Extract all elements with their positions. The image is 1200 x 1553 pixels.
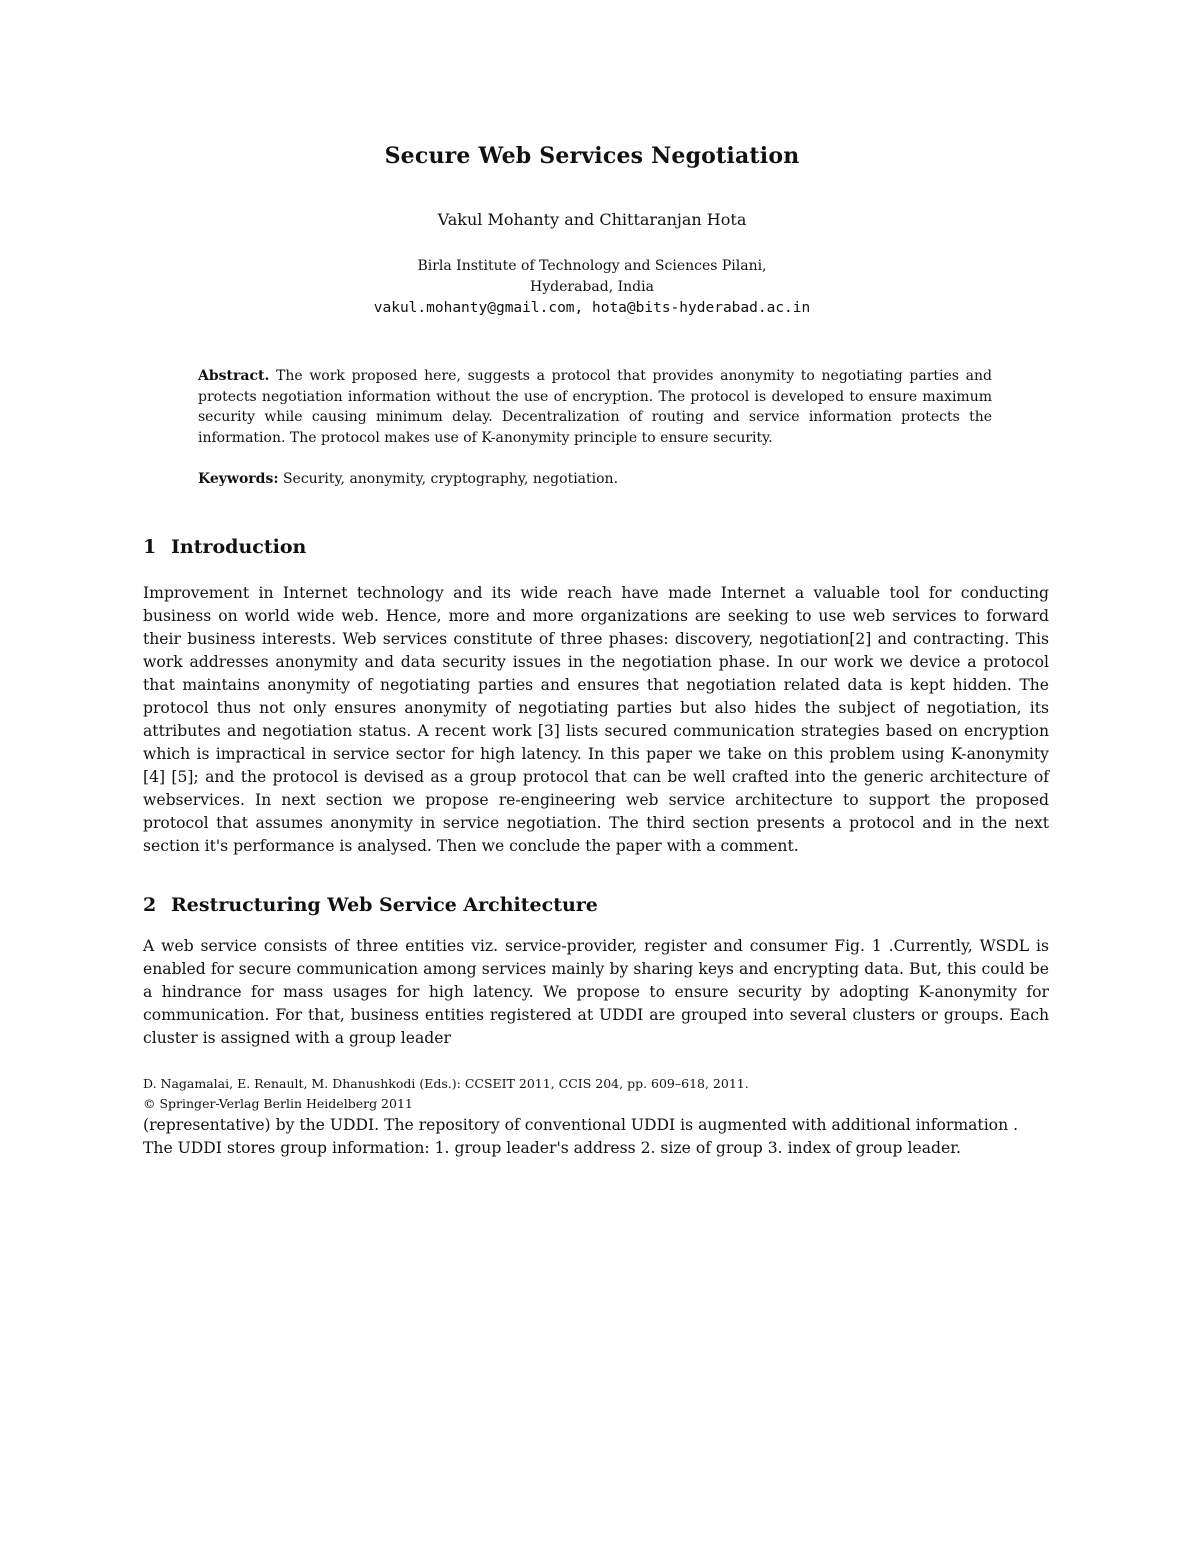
footnote-citation: D. Nagamalai, E. Renault, M. Dhanushkodi (Eds.): CCSEIT 2011, CCIS 204, pp. 609–618, 2011. bbox=[143, 1076, 749, 1091]
keywords-label: Keywords: bbox=[198, 471, 279, 487]
section-body-introduction: Improvement in Internet technology and its wide reach have made Internet a valuable tool for conducting business on world wide web. Hence, more and more organizations are seeking to use web services to forward their business interests. Web services constitute of three phases: discovery, negotiation[2] and contracting. This work addresses anonymity and data security issues in the negotiation phase. In our work we device a protocol that maintains anonymity of negotiating parties and ensures that negotiation related data is kept hidden. The protocol thus not only ensures anonymity of negotiating parties but also hides the subject of negotiation, its attributes and negotiation status. A recent work [3] lists secured communication strategies based on encryption which is impractical in service sector for high latency. In this paper we take on this problem using K-anonymity [4] [5]; and the protocol is devised as a group protocol that can be well crafted into the generic architecture of webservices. In next section we propose re-engineering web service architecture to support the proposed protocol that assumes anonymity in service negotiation. The third section presents a protocol and in the next section it's performance is analysed. Then we conclude the paper with a comment. bbox=[143, 584, 1049, 855]
section-title: Restructuring Web Service Architecture bbox=[171, 894, 598, 916]
affiliation-block bbox=[0, 256, 1184, 319]
keywords bbox=[198, 469, 992, 489]
section-title: Introduction bbox=[171, 536, 307, 558]
continuation-line: (representative) by the UDDI. The repository of conventional UDDI is augmented with additional information . bbox=[143, 1116, 1019, 1134]
section-heading-introduction bbox=[143, 536, 306, 558]
continuation-text bbox=[143, 1114, 1049, 1160]
abstract-label: Abstract. bbox=[198, 368, 270, 384]
section-heading-restructuring bbox=[143, 894, 598, 916]
abstract bbox=[198, 366, 992, 449]
continuation-line: The UDDI stores group information: 1. group leader's address 2. size of group 3. index of group leader. bbox=[143, 1139, 961, 1157]
keywords-text: Security, anonymity, cryptography, negotiation. bbox=[282, 471, 619, 487]
affiliation-location: Hyderabad, India bbox=[530, 279, 654, 295]
author-emails: vakul.mohanty@gmail.com, hota@bits-hyderabad.ac.in bbox=[373, 300, 811, 316]
affiliation-institute: Birla Institute of Technology and Sciences Pilani, bbox=[417, 258, 767, 274]
paper-title: Secure Web Services Negotiation bbox=[384, 143, 800, 169]
section-body-restructuring: A web service consists of three entities viz. service-provider, register and consumer Fig. 1 .Currently, WSDL is enabled for secure communication among services mainly by sharing keys and encrypting data. But, this could be a hindrance for mass usages for high latency. We propose to ensure security by adopting K-anonymity for communication. For that, business entities registered at UDDI are grouped into several clusters or groups. Each cluster is assigned with a group leader bbox=[143, 937, 1049, 1047]
section-number: 1 bbox=[143, 536, 157, 558]
publication-footnote bbox=[143, 1074, 1049, 1114]
author-list: Vakul Mohanty and Chittaranjan Hota bbox=[437, 210, 747, 229]
abstract-text: The work proposed here, suggests a protocol that provides anonymity to negotiating parties and protects negotiation information without the use of encryption. The protocol is developed to ensure maximum security while causing minimum delay. Decentralization of routing and service information protects the information. The protocol makes use of K-anonymity principle to ensure security. bbox=[198, 368, 992, 447]
footnote-copyright: © Springer-Verlag Berlin Heidelberg 2011 bbox=[143, 1096, 413, 1111]
section-number: 2 bbox=[143, 894, 157, 916]
